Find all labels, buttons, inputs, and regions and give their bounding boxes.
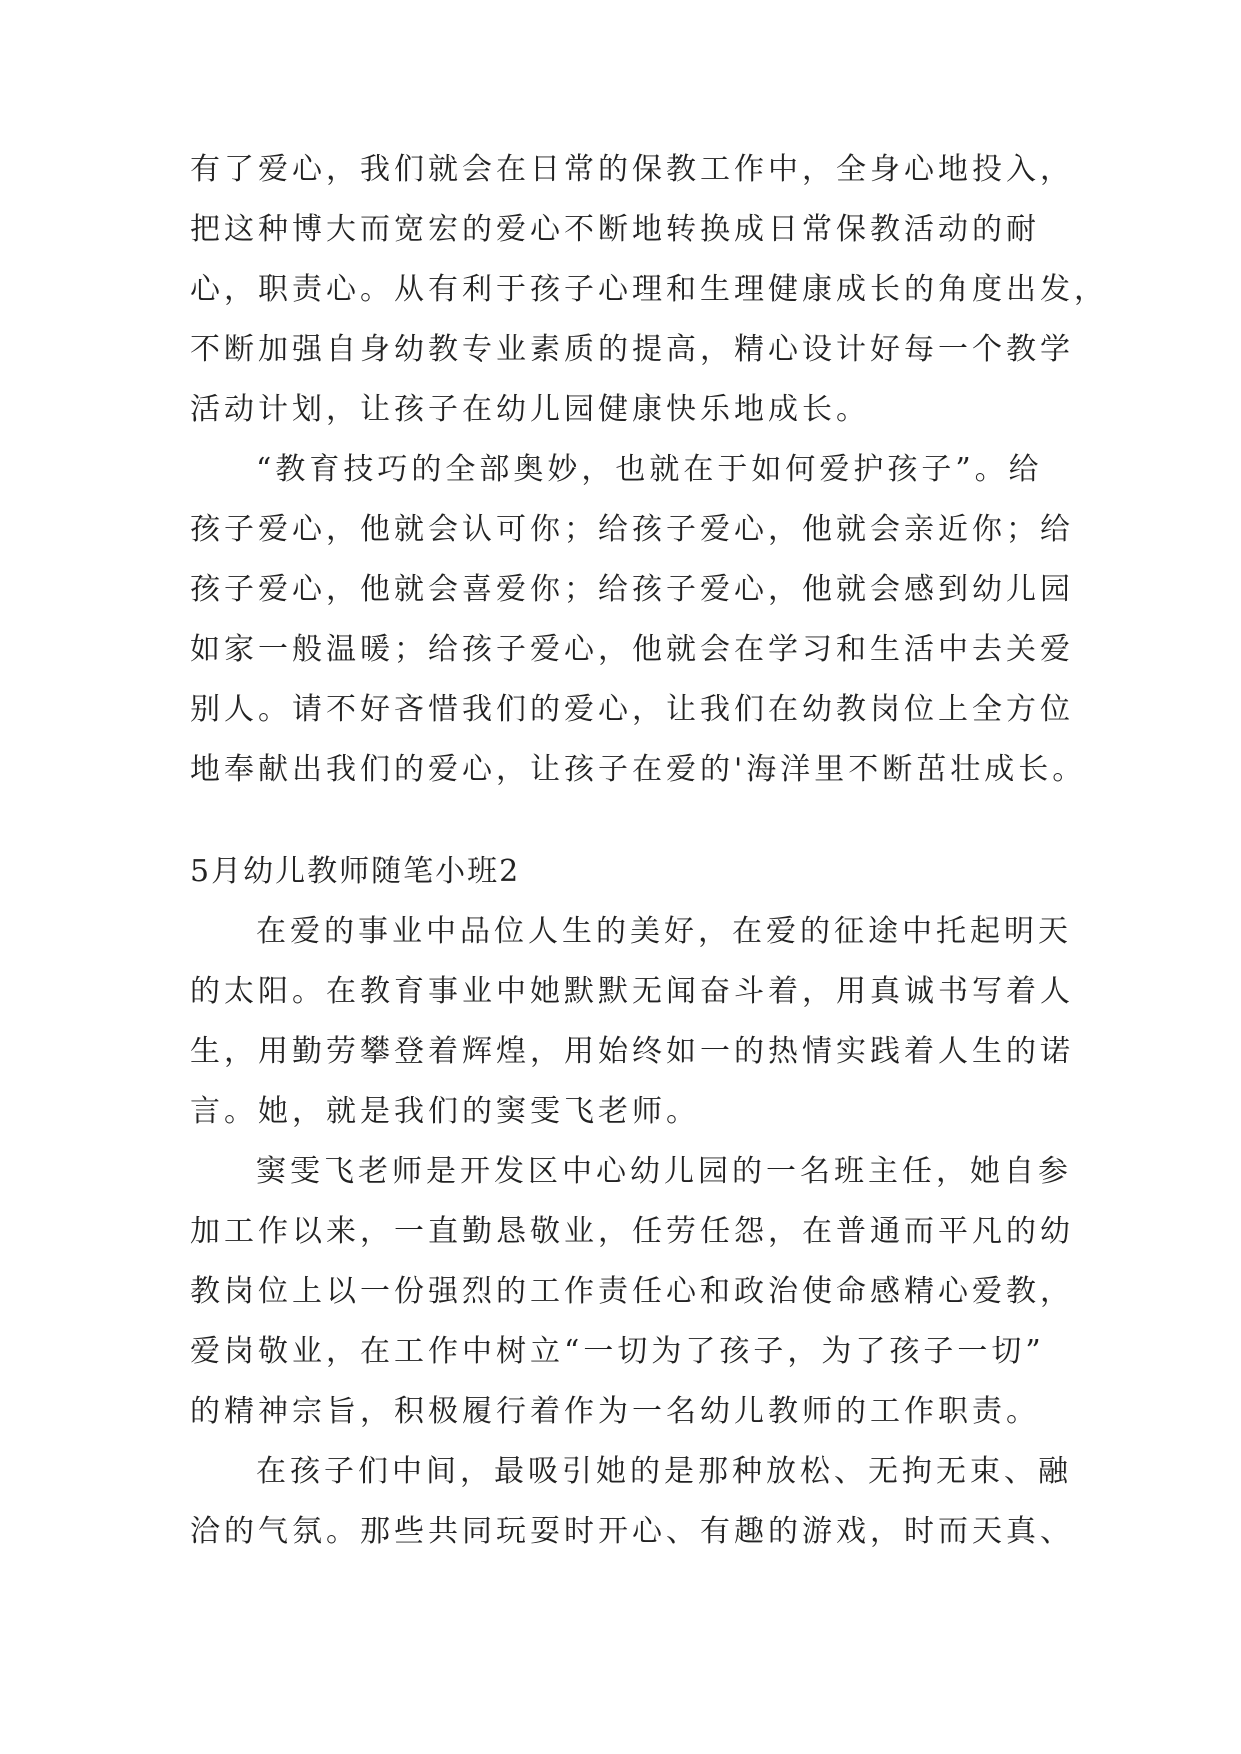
text-line: 如家一般温暖；给孩子爱心，他就会在学习和生活中去关爱 — [190, 632, 1074, 667]
text-line: 不断加强自身幼教专业素质的提高，精心设计好每一个教学 — [190, 332, 1074, 367]
paragraph-love-in-teaching — [190, 140, 1108, 440]
document-body — [190, 140, 1108, 1562]
text-line: 爱岗敬业，在工作中树立“一切为了孩子，为了孩子一切” — [190, 1334, 1045, 1369]
text-line: 心，职责心。从有利于孩子心理和生理健康成长的角度出发， — [190, 272, 1108, 307]
paragraph-among-children — [190, 1442, 1074, 1562]
text-line: “教育技巧的全部奥妙，也就在于如何爱护孩子”。给 — [256, 452, 1043, 487]
text-line: 洽的气氛。那些共同玩耍时开心、有趣的游戏，时而天真、 — [190, 1514, 1074, 1549]
text-line: 有了爱心，我们就会在日常的保教工作中，全身心地投入， — [190, 152, 1074, 187]
paragraph-career-of-love — [190, 902, 1074, 1142]
text-line: 孩子爱心，他就会认可你；给孩子爱心，他就会亲近你；给 — [190, 512, 1074, 547]
text-line: 的太阳。在教育事业中她默默无闻奋斗着，用真诚书写着人 — [190, 974, 1074, 1009]
text-line: 在孩子们中间，最吸引她的是那种放松、无拘无束、融 — [256, 1454, 1072, 1489]
paragraph-give-children-love — [190, 440, 1087, 800]
text-line: 窦雯飞老师是开发区中心幼儿园的一名班主任，她自参 — [256, 1154, 1072, 1189]
text-line: 活动计划，让孩子在幼儿园健康快乐地成长。 — [190, 392, 870, 427]
text-line: 的精神宗旨，积极履行着作为一名幼儿教师的工作职责。 — [190, 1394, 1040, 1429]
text-line: 别人。请不好吝惜我们的爱心，让我们在幼教岗位上全方位 — [190, 692, 1074, 727]
text-line: 把这种博大而宽宏的爱心不断地转换成日常保教活动的耐 — [190, 212, 1040, 247]
text-line: 教岗位上以一份强烈的工作责任心和政治使命感精心爱教， — [190, 1274, 1074, 1309]
text-line: 加工作以来，一直勤恳敬业，任劳任怨，在普通而平凡的幼 — [190, 1214, 1074, 1249]
text-line: 在爱的事业中品位人生的美好，在爱的征途中托起明天 — [256, 914, 1072, 949]
section-spacer — [190, 800, 1060, 842]
text-line: 地奉献出我们的爱心，让孩子在爱的'海洋里不断茁壮成长。 — [190, 752, 1087, 787]
text-line: 言。她，就是我们的窦雯飞老师。 — [190, 1094, 700, 1129]
text-line: 孩子爱心，他就会喜爱你；给孩子爱心，他就会感到幼儿园 — [190, 572, 1074, 607]
text-line: 生，用勤劳攀登着辉煌，用始终如一的热情实践着人生的诺 — [190, 1034, 1074, 1069]
section-title: 5月幼儿教师随笔小班2 — [190, 854, 521, 889]
paragraph-teacher-profile — [190, 1142, 1074, 1442]
